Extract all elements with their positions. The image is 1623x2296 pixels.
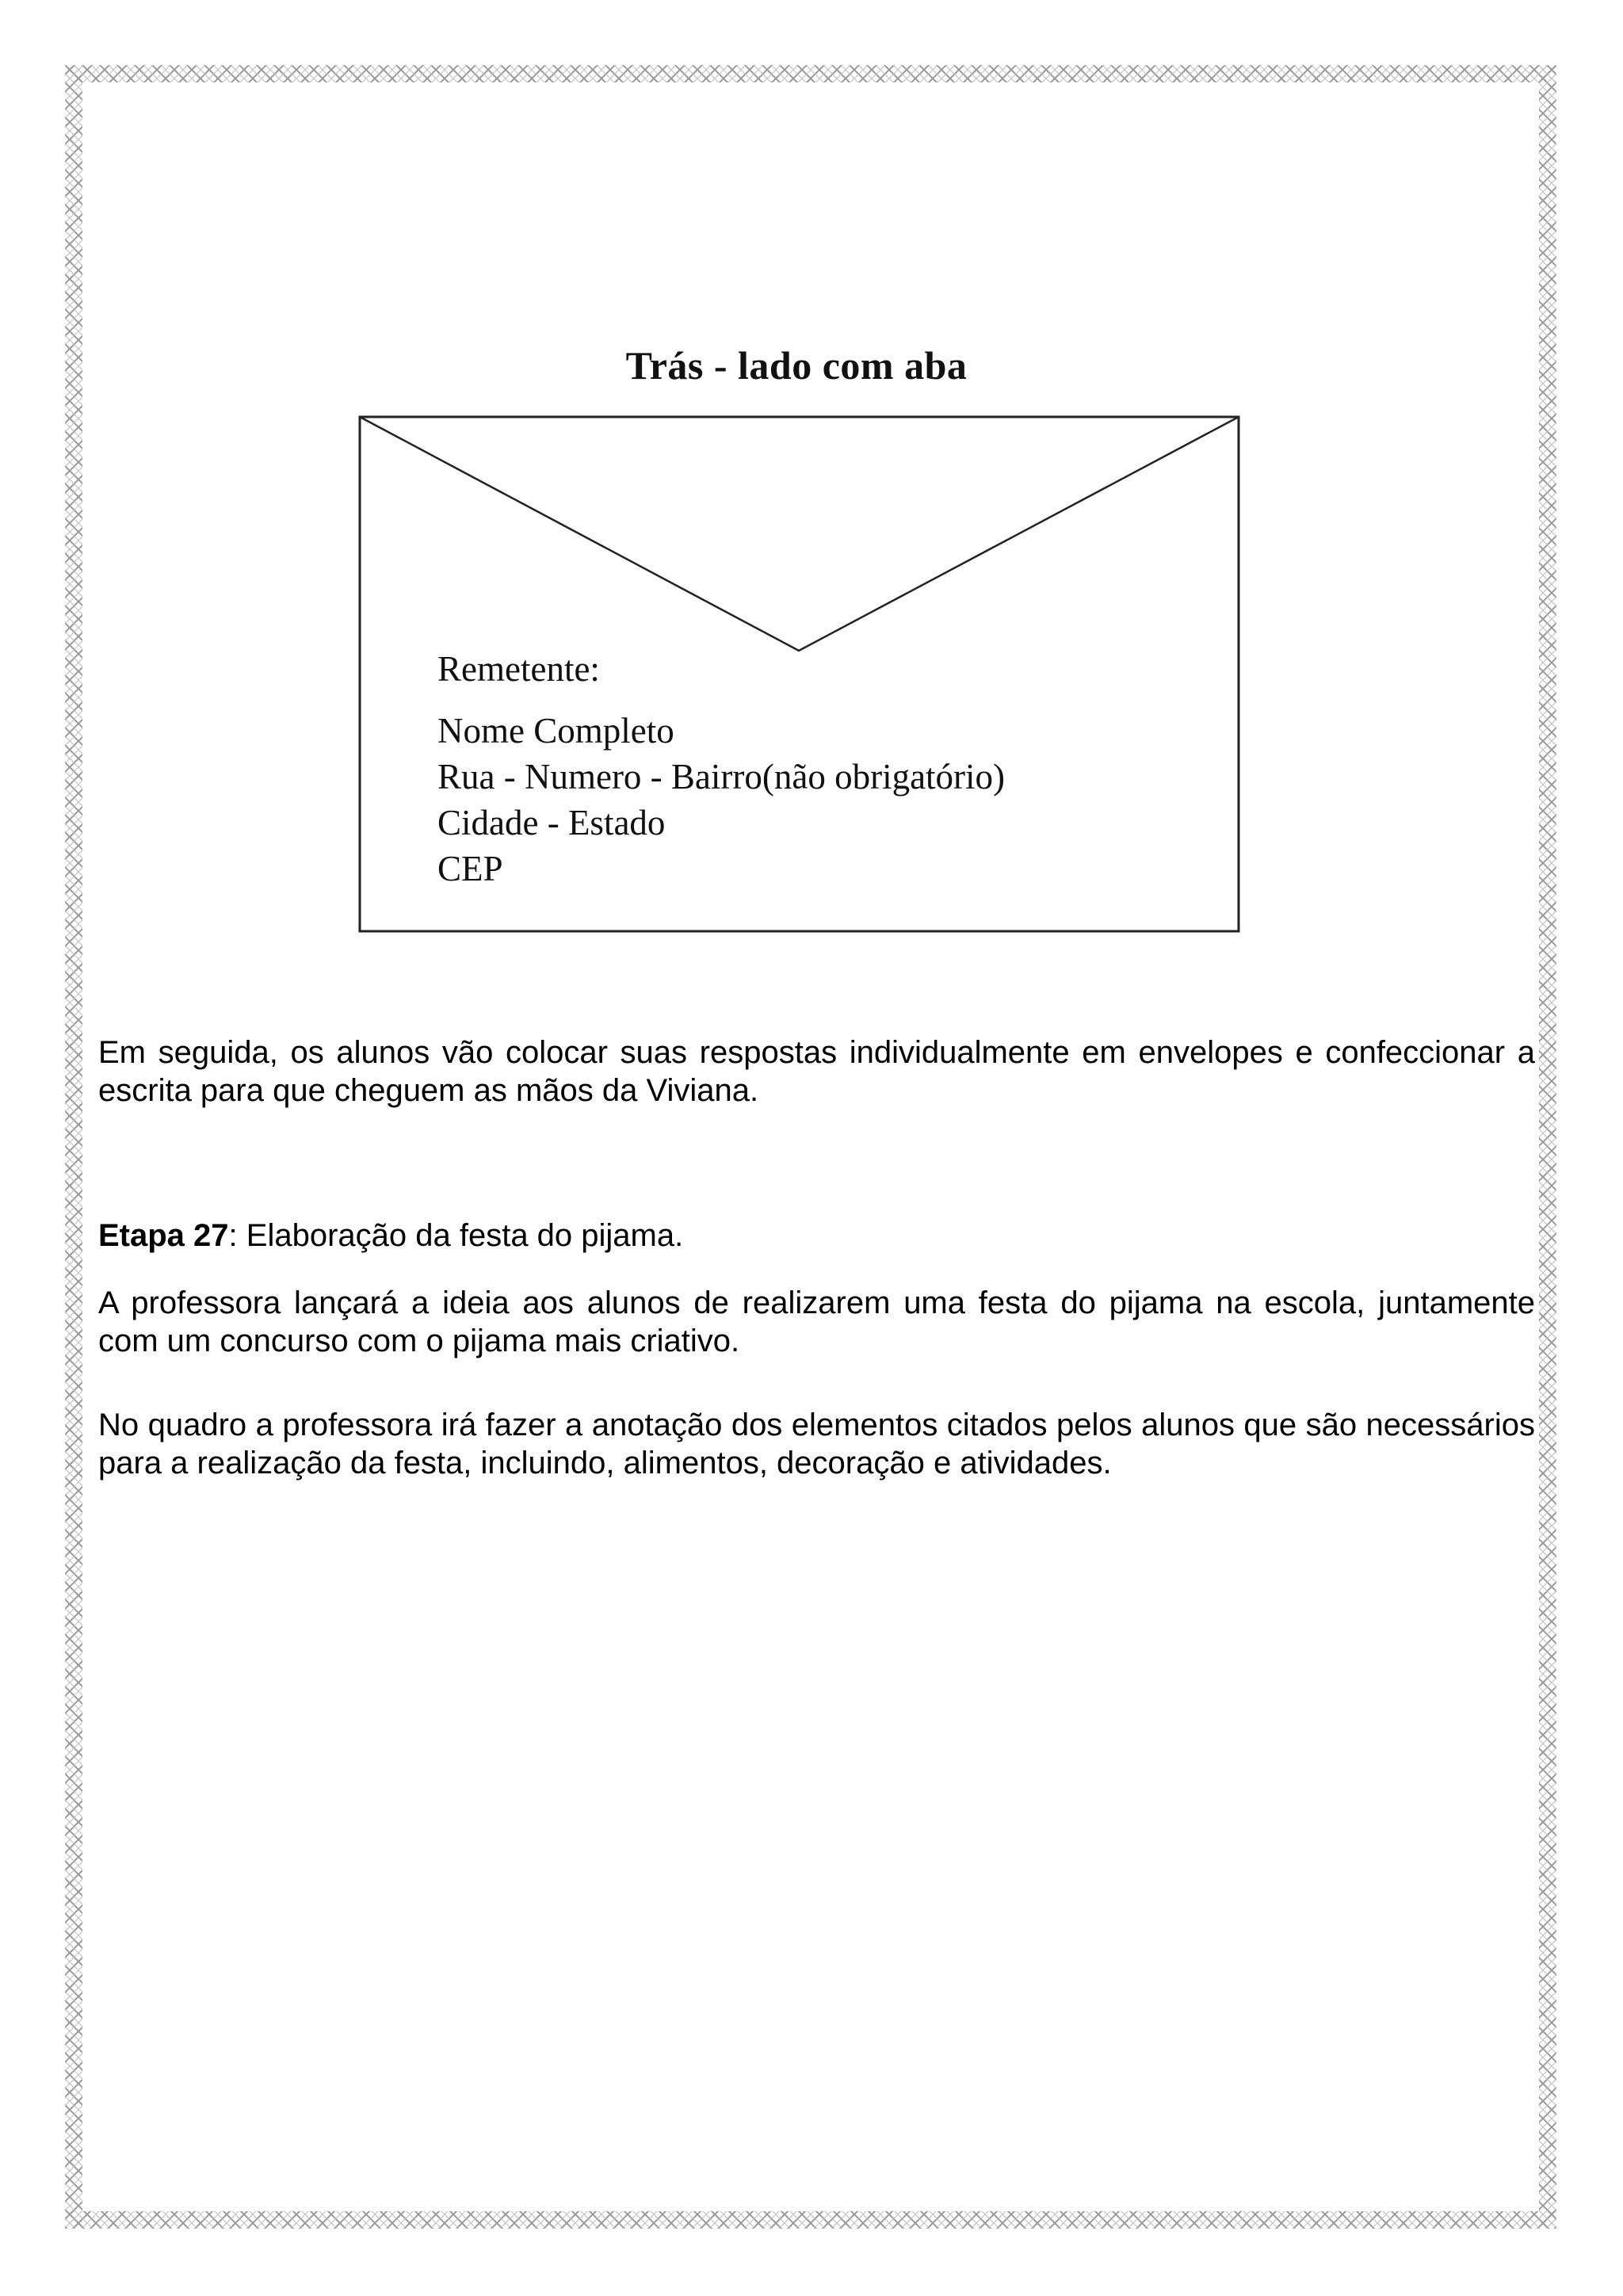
sender-block — [437, 646, 1005, 892]
sender-line-street: Rua - Numero - Bairro(não obrigatório) — [437, 757, 1006, 797]
sender-line-city: Cidade - Estado — [437, 803, 666, 842]
step-label: Etapa 27 — [98, 1218, 229, 1253]
paragraph-pajama-idea: A professora lançará a ideia aos alunos de realizarem uma festa do pijama na escola, juntamente com um concurso com o pijama mais criativo. — [98, 1286, 1535, 1358]
paragraph-board-notes: No quadro a professora irá fazer a anotação dos elementos citados pelos alunos que são necessários para a realização da festa, incluindo, alimentos, decoração e atividades. — [98, 1408, 1535, 1480]
envelope-title: Trás - lado com aba — [625, 343, 968, 388]
sender-line-cep: CEP — [437, 849, 503, 888]
paragraph-step-heading — [98, 1217, 1535, 1255]
sender-label: Remetente: — [437, 649, 600, 689]
paragraph-envelopes: Em seguida, os alunos vão colocar suas respostas individualmente em envelopes e confeccionar a escrita para que cheguem as mãos da Viviana. — [98, 1035, 1535, 1108]
sender-line-name: Nome Completo — [437, 711, 674, 751]
step-text: : Elaboração da festa do pijama. — [228, 1218, 684, 1253]
